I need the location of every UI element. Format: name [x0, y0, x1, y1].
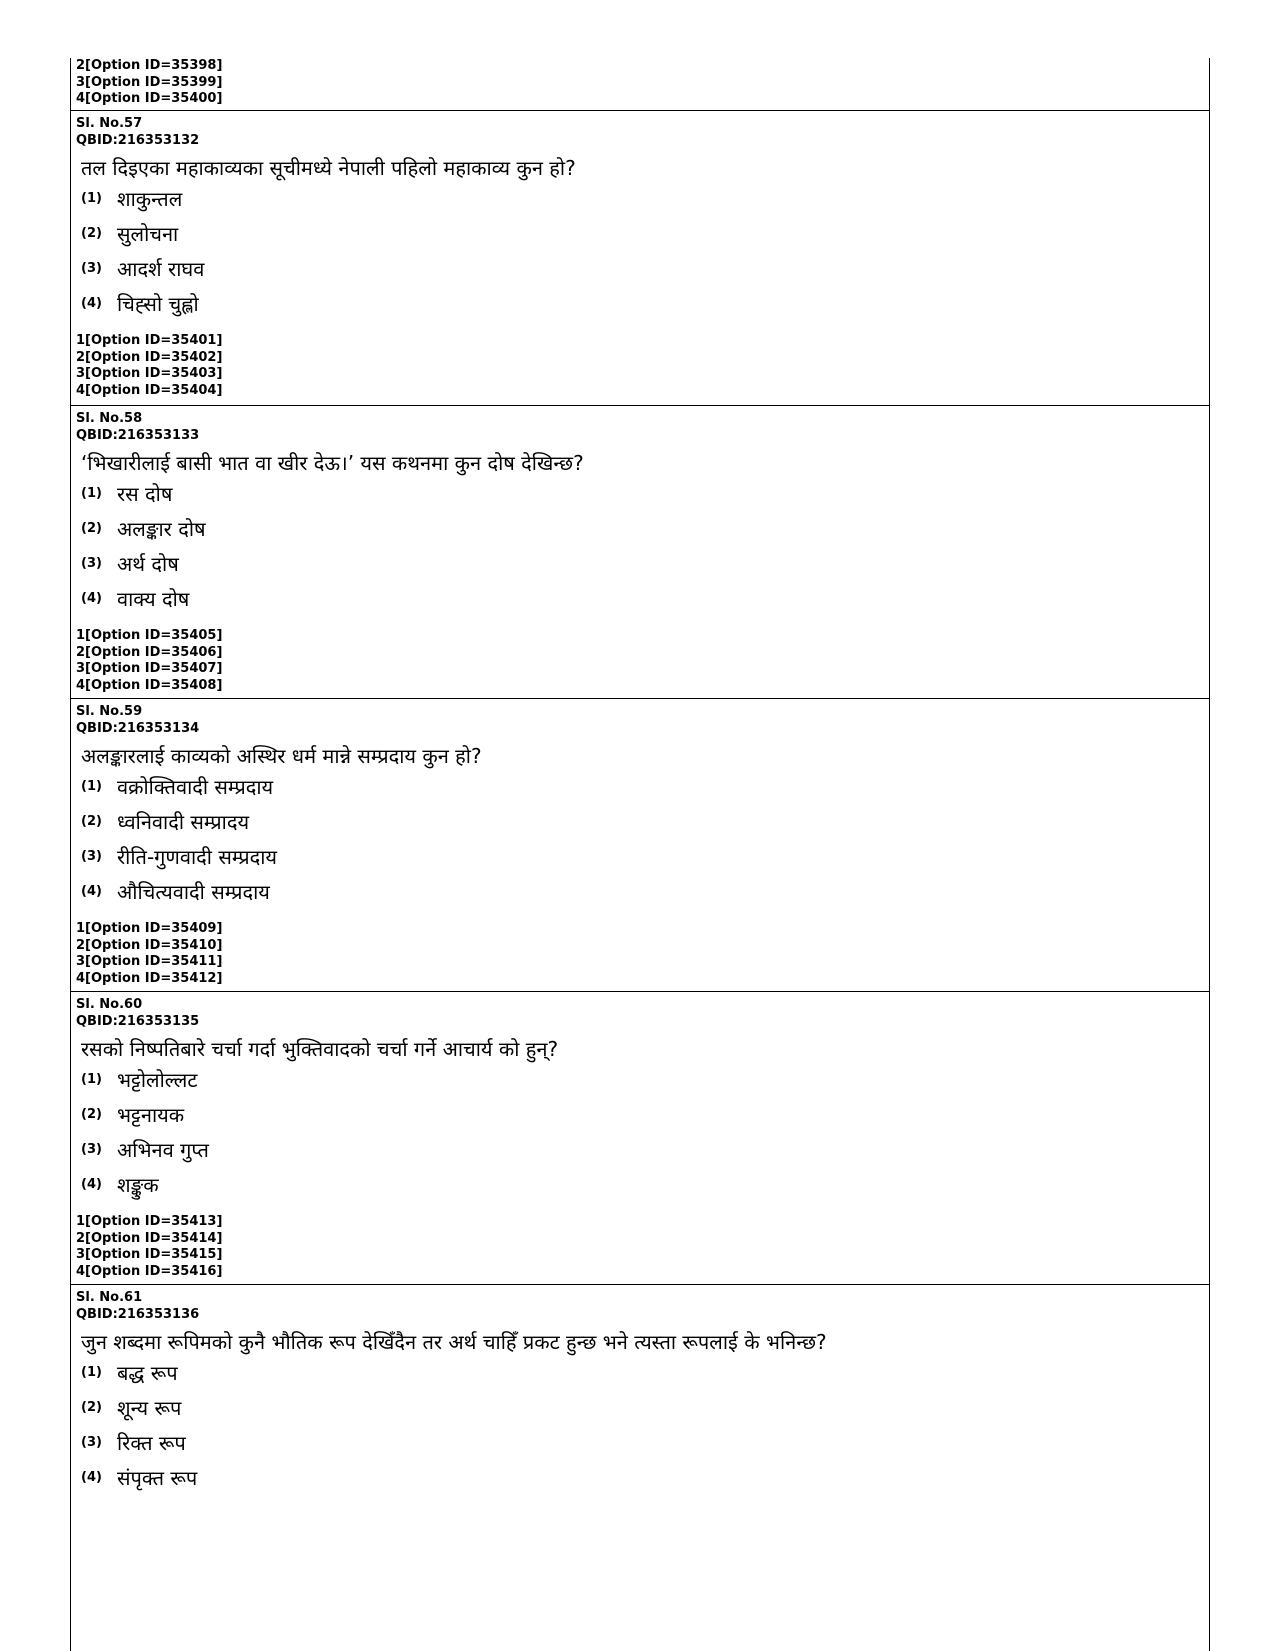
option-row — [71, 874, 1209, 909]
option-row — [71, 1390, 1209, 1425]
option-number: (3) — [81, 556, 102, 571]
option-id-line: 2[Option ID=35402] — [76, 349, 223, 365]
question-paper-page — [70, 58, 1210, 1651]
option-row — [71, 181, 1209, 216]
option-row — [71, 1355, 1209, 1390]
question-text: अलङ्कारलाई काव्यको अस्थिर धर्म मान्ने सम्प्रदाय कुन हो? — [81, 744, 482, 768]
question-bank-id: QBID:216353135 — [76, 1013, 200, 1029]
option-row — [71, 769, 1209, 804]
option-text: रीति-गुणवादी सम्प्रदाय — [117, 845, 278, 869]
option-row — [71, 546, 1209, 581]
serial-number: Sl. No.57 — [76, 116, 143, 131]
question-block-58 — [71, 405, 1209, 699]
option-id-line: 2[Option ID=35398] — [76, 58, 223, 73]
option-row — [71, 511, 1209, 546]
option-id-line: 3[Option ID=35415] — [76, 1247, 223, 1262]
carryover-option-ids — [71, 58, 1209, 110]
option-row — [71, 1425, 1209, 1460]
option-text: वाक्य दोष — [117, 587, 190, 611]
option-number: (4) — [81, 1177, 102, 1192]
question-block-60 — [71, 991, 1209, 1285]
option-row — [71, 286, 1209, 321]
serial-number: Sl. No.61 — [76, 1290, 143, 1305]
question-text: जुन शब्दमा रूपिमको कुनै भौतिक रूप देखिँदैन तर अर्थ चाहिँ प्रकट हुन्छ भने त्यस्ता रूपलाई के भनिन्छ? — [81, 1330, 827, 1354]
option-text: ध्वनिवादी सम्प्रादय — [117, 810, 250, 834]
option-row — [71, 251, 1209, 286]
option-row — [71, 581, 1209, 616]
option-row — [71, 1460, 1209, 1495]
option-text: भट्टोलोल्लट — [117, 1068, 198, 1092]
option-text: अभिनव गुप्त — [117, 1138, 209, 1162]
option-row — [71, 1062, 1209, 1097]
option-text: औचित्यवादी सम्प्रदाय — [117, 880, 270, 904]
option-id-line: 4[Option ID=35404] — [76, 382, 223, 398]
option-number: (2) — [81, 814, 102, 829]
option-id-line: 3[Option ID=35411] — [76, 954, 223, 969]
question-block-61 — [71, 1284, 1209, 1651]
question-block-57 — [71, 110, 1209, 418]
option-text: अलङ्कार दोष — [117, 517, 206, 541]
option-number: (2) — [81, 521, 102, 536]
option-number: (2) — [81, 1400, 102, 1415]
option-text: आदर्श राघव — [117, 257, 205, 281]
option-id-line: 4[Option ID=35416] — [76, 1263, 223, 1279]
option-number: (4) — [81, 1470, 102, 1485]
option-text: शून्य रूप — [117, 1396, 182, 1420]
option-number: (1) — [81, 1072, 102, 1087]
question-text: तल दिइएका महाकाव्यका सूचीमध्ये नेपाली पहिलो महाकाव्य कुन हो? — [81, 156, 576, 180]
option-text: शाकुन्तल — [117, 187, 183, 211]
option-id-line: 2[Option ID=35414] — [76, 1230, 223, 1246]
option-row — [71, 1167, 1209, 1202]
option-id-line: 3[Option ID=35399] — [76, 74, 223, 90]
option-number: (2) — [81, 1107, 102, 1122]
option-id-line: 1[Option ID=35401] — [76, 333, 223, 348]
option-number: (3) — [81, 849, 102, 864]
option-id-line: 2[Option ID=35406] — [76, 644, 223, 660]
question-text: रसको निष्पतिबारे चर्चा गर्दा भुक्तिवादको चर्चा गर्ने आचार्य को हुन्? — [81, 1037, 559, 1061]
option-row — [71, 839, 1209, 874]
option-text: संपृक्त रूप — [117, 1466, 198, 1490]
question-text: ‘भिखारीलाई बासी भात वा खीर देऊ।’ यस कथनमा कुन दोष देखिन्छ? — [81, 451, 584, 475]
option-number: (1) — [81, 486, 102, 501]
option-id-line: 4[Option ID=35400] — [76, 91, 223, 106]
serial-number: Sl. No.58 — [76, 411, 143, 426]
option-number: (3) — [81, 1142, 102, 1157]
option-text: रिक्त रूप — [117, 1431, 186, 1455]
option-text: भट्टनायक — [117, 1103, 185, 1127]
question-bank-id: QBID:216353134 — [76, 720, 200, 736]
option-number: (4) — [81, 884, 102, 899]
option-number: (2) — [81, 226, 102, 241]
option-text: सुलोचना — [117, 222, 179, 246]
option-number: (1) — [81, 779, 102, 794]
option-id-line: 4[Option ID=35408] — [76, 677, 223, 693]
serial-number: Sl. No.60 — [76, 997, 143, 1012]
option-text: शङ्कुक — [117, 1173, 159, 1197]
option-number: (3) — [81, 1435, 102, 1450]
option-row — [71, 1097, 1209, 1132]
option-id-line: 4[Option ID=35412] — [76, 970, 223, 986]
option-row — [71, 1132, 1209, 1167]
option-text: रस दोष — [117, 482, 173, 506]
option-number: (4) — [81, 296, 102, 311]
question-bank-id: QBID:216353133 — [76, 427, 200, 443]
option-id-line: 3[Option ID=35407] — [76, 661, 223, 676]
question-block-59 — [71, 698, 1209, 992]
option-id-line: 1[Option ID=35413] — [76, 1214, 223, 1229]
option-number: (1) — [81, 191, 102, 206]
option-text: वक्रोक्तिवादी सम्प्रदाय — [117, 775, 274, 799]
option-number: (4) — [81, 591, 102, 606]
option-text: बद्ध रूप — [117, 1361, 178, 1385]
question-bank-id: QBID:216353132 — [76, 132, 200, 148]
option-row — [71, 216, 1209, 251]
option-row — [71, 804, 1209, 839]
option-text: अर्थ दोष — [117, 552, 179, 576]
option-id-line: 1[Option ID=35405] — [76, 628, 223, 643]
option-number: (1) — [81, 1365, 102, 1380]
option-id-line: 3[Option ID=35403] — [76, 366, 223, 381]
option-text: चिह्सो चुह्लो — [117, 292, 199, 316]
option-number: (3) — [81, 261, 102, 276]
option-id-line: 2[Option ID=35410] — [76, 937, 223, 953]
serial-number: Sl. No.59 — [76, 704, 143, 719]
option-row — [71, 476, 1209, 511]
question-bank-id: QBID:216353136 — [76, 1306, 200, 1322]
option-id-line: 1[Option ID=35409] — [76, 921, 223, 936]
